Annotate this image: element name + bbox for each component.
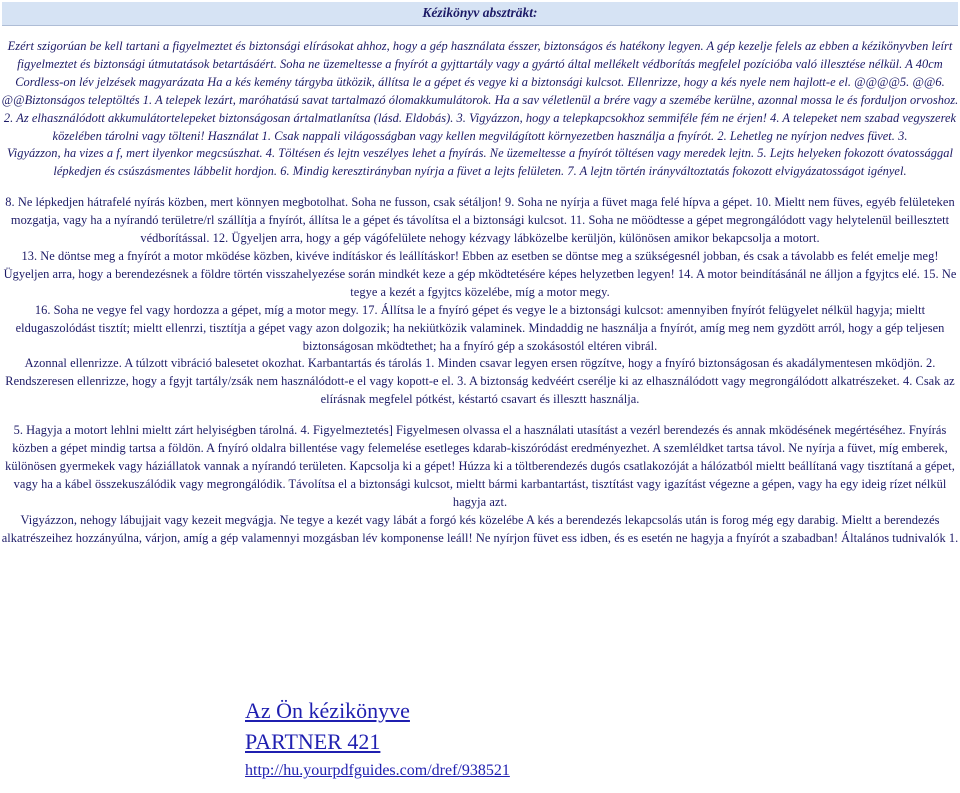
spacer [0,181,960,194]
header-title: Kézikönyv abszträkt: [422,5,538,20]
manual-abstract-body [0,38,960,547]
paragraph-5: 13. Ne döntse meg a fnyírót a motor mködése közben, kivéve indításkor és leállításkor! Ebben az esetben se döntse meg a szükségesnél jobban, és csak a távolabb es felét emelje meg! Ügyeljen arra, hogy a berendezésnek a földre történ visszahelyezése során mindkét keze a gép mködtetésére képes helyzetben legyen! 14. A motor beindításánál ne álljon a fgyjtcs elé. 15. Ne tegye a kezét a fgyjtcs közelébe, míg a motor megy. [3,248,957,299]
paragraph-1: Ezért szigorúan be kell tartani a figyelmeztet és biztonsági elírásokat ahhoz, hogy a gép használata ésszer, biztonságos és hatékony legyen. A gép kezelje felels az ebben a kézikönyvben leírt figyelmeztet és biztonsági útmutatások betartásáért. Soha ne üzemeltesse a fnyírót a gyjttartály vagy a gyártó által mellékelt védborítás megfelel pozícióba való illesztése nélkül. A 40cm Cordless-on lév jelzések magyarázata Ha a kés kemény tárgyba ütközik, állítsa le a gépet és vegye ki a biztonsági kulcsot. Ellenrizze, hogy a kés nyele nem hajlott-e el. @@@@5. @@6. @@Biztonságos teleptöltés 1. A telepek lezárt, maróhatású savat tartalmazó ólomakkumulátorok. Ha a sav véletlenül a brére vagy a szemébe kerülne, azonnal mossa le és forduljon orvoshoz. [1,39,959,107]
product-link[interactable]: PARTNER 421 [245,729,381,754]
paragraph-8: 5. Hagyja a motort lehlni mieltt zárt helyiségben tárolná. 4. Figyelmeztetés] Figyelmesen olvassa el a használati utasítást a vezérl berendezés és annak mködésének megértéséhez. Fnyírás közben a gépet mindig tartsa a földön. A fnyíró oldalra billentése vagy felemelése esetleges kdarab-kiszóródást eredményezhet. A szemléldket tartsa távol. Ne nyírja a füvet, míg emberek, különösen gyermekek vagy háziállatok vannak a nyírandó területen. Kapcsolja ki a gépet! Húzza ki a töltberendezés dugós csatlakozóját a hálózatból mieltt beállítaná vagy tisztítaná a gépet, vagy ha a kábel összekuszálódik vagy megrongálódik. Távolítsa el a biztonsági kulcsot, mieltt bármi karbantartást, tisztítást vagy igazítást végezne a gépen, vagy ha egy ideig rízet nélkül hagyja azt. [5,423,955,509]
paragraph-2: 2. Az elhasználódott akkumulátortelepeket biztonságosan ártalmatlanítsa (lásd. Eldobás). 3. Vigyázzon, hogy a telepkapcsokhoz semmiféle fém ne érjen! 4. A telepeket nem szabad vegyszerek közelében tárolni vagy tölteni! Használat 1. Csak nappali világosságban vagy kellen megvilágított környezetben használja a fnyírót. 2. Lehetleg ne nyírjon nedves füvet. 3. [3,110,957,143]
spacer [0,409,960,422]
manual-link[interactable]: Az Ön kézikönyve [245,698,410,723]
paragraph-7: Azonnal ellenrizze. A túlzott vibráció balesetet okozhat. Karbantartás és tárolás 1. Minden csavar legyen ersen rögzítve, hogy a fnyíró biztonságosan és akadálymentesen mködjön. 2. Rendszeresen ellenrizze, hogy a fgyjt tartály/zsák nem használódott-e el vagy kopott-e el. 3. A biztonság kedvéért cserélje ki az elhasználódott vagy megrongálódott alkatrészeket. 4. Csak az elírásnak megfelel pótkést, késtartó csavart és illesztt használja. [5,356,955,407]
footer-links [245,695,645,783]
paragraph-4: 8. Ne lépkedjen hátrafelé nyírás közben, mert könnyen megbotolhat. Soha ne fusson, csak sétáljon! 9. Soha ne nyírja a füvet maga felé hípva a gépet. 10. Mieltt nem füves, egyéb felületeken mozgatja, vagy ha a nyírandó területre/rl szállítja a fnyírót, állítsa le a gépet és távolítsa el a biztonsági kulcsot. 11. Soha ne möödtesse a gépet megrongálódott vagy helytelenül beillesztett védborítással. 12. Ügyeljen arra, hogy a gép vágófelülete nehogy kézvagy lábközelbe kerüljön, különösen amikor bekapcsolja a motort. [5,195,955,246]
paragraph-3: Vigyázzon, ha vizes a f, mert ilyenkor megcsúszhat. 4. Töltésen és lejtn veszélyes lehet a fnyírás. Ne üzemeltesse a fnyírót töltésen vagy meredek lejtn. 5. Lejts helyeken fokozott óvatossággal lépkedjen és csúszásmentes lábbelit hordjon. 6. Mindig keresztirányban nyírja a füvet a lejts felületen. 7. A lejtn történ irányváltoztatás fokozott elvigyázatosságot igényel. [7,146,953,179]
header-bar [2,2,958,26]
paragraph-6: 16. Soha ne vegye fel vagy hordozza a gépet, míg a motor megy. 17. Állítsa le a fnyíró gépet és vegye le a biztonsági kulcsot: amennyiben fnyírót felügyelet nélkül hagyja; mieltt eldugaszolódást tisztít; mieltt ellenrzi, tisztítja a gépet vagy azon dolgozik; ha nekiütközik valaminek. Mindaddig ne használja a fnyírót, amíg meg nem gyzdött arról, hogy a gép teljesen biztonságosan mködtethet; ha a fnyíró gép a szokásostól eltéren vibrál. [15,302,945,353]
paragraph-9: Vigyázzon, nehogy lábujjait vagy kezeit megvágja. Ne tegye a kezét vagy lábát a forgó kés közelébe A kés a berendezés lekapcsolás után is forog még egy darabig. Mieltt a berendezés alkatrészeihez hozzányúlna, várjon, amíg a gép valamennyi mozgásban lév komponense leáll! Ne nyírjon füvet ess idben, és es esetén ne hagyja a fnyírót a szabadban! Általános tudnivalók 1. [1,512,959,545]
url-link[interactable]: http://hu.yourpdfguides.com/dref/938521 [245,762,510,779]
